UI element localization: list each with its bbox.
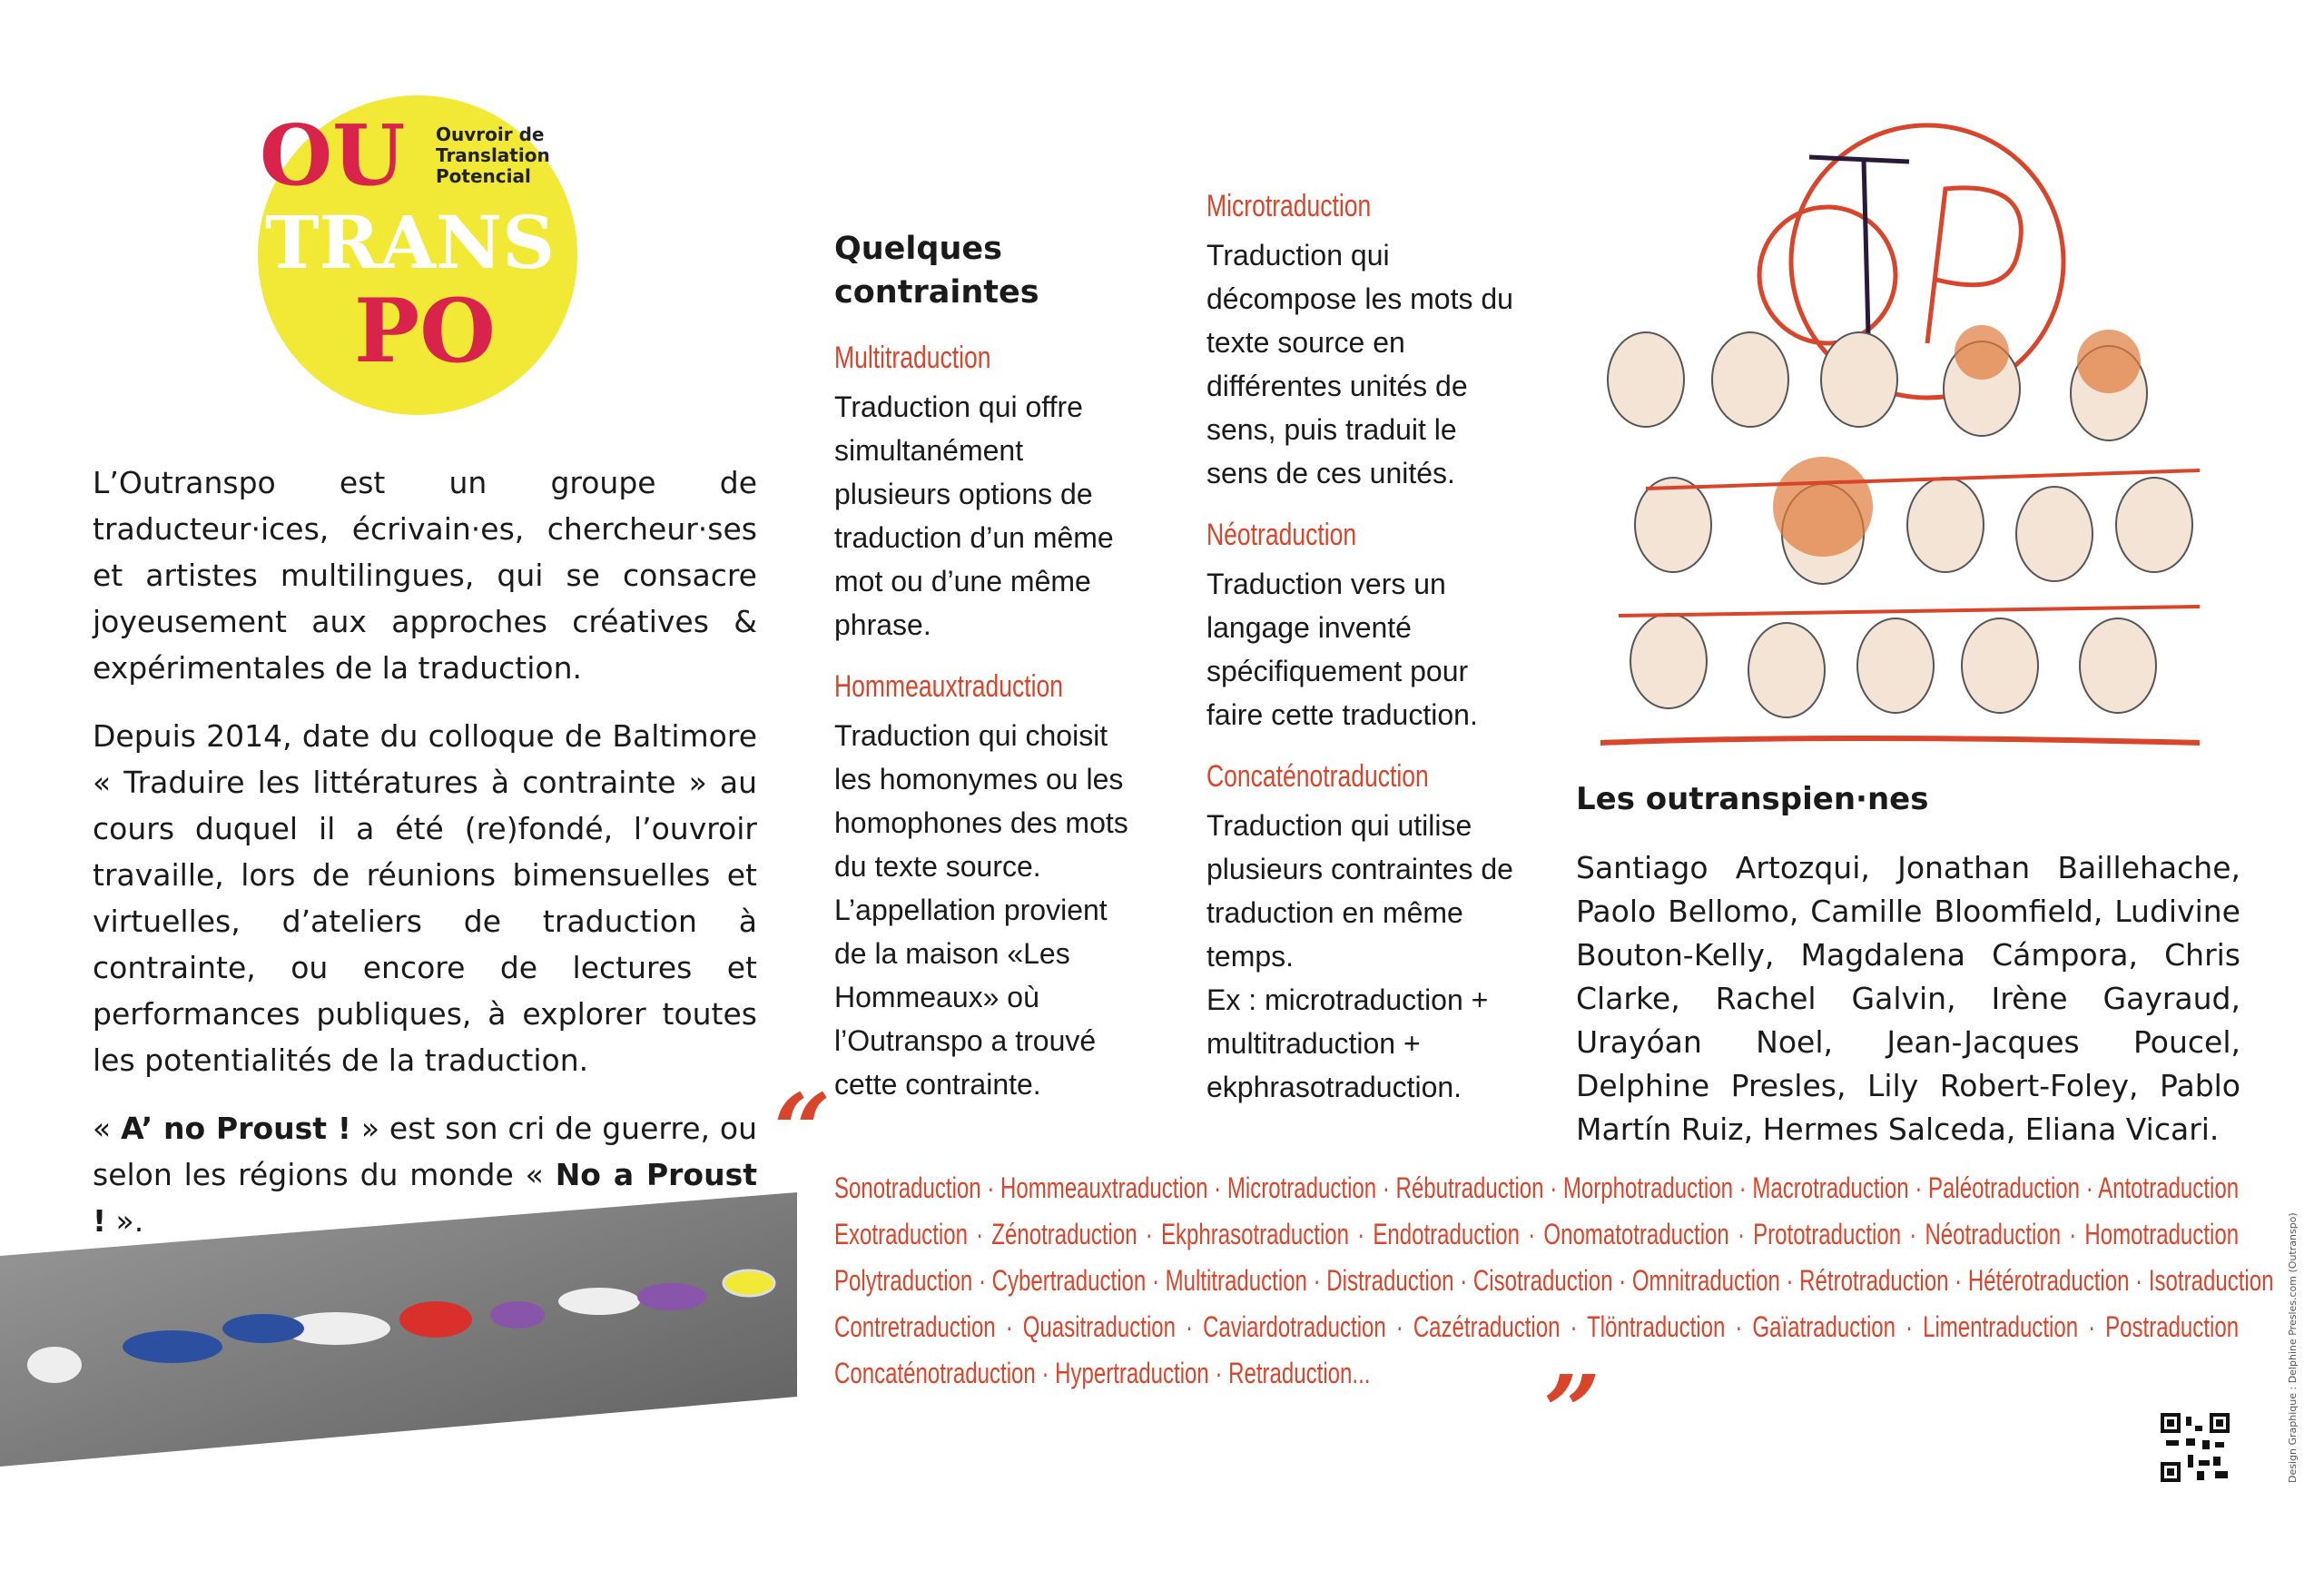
qr-code[interactable] bbox=[2161, 1413, 2230, 1482]
logo-tagline: Ouvroir de Translation Potencial bbox=[436, 124, 550, 187]
constraint-name: Néotraduction bbox=[1206, 518, 1357, 552]
otp-logo-and-portraits bbox=[1564, 107, 2209, 761]
constraint-list bbox=[834, 1170, 2274, 1401]
members-illustration bbox=[1564, 107, 2209, 761]
list-line: Sonotraduction · Hommeauxtraduction · Microtraduction · Rébutraduction · Morphotraduction · Macrotraduction · Paléotraduction · Antotraduction bbox=[834, 1171, 2240, 1204]
close-quote: ” bbox=[1543, 1353, 1601, 1470]
photo-people-lying-on-grass bbox=[0, 1192, 797, 1469]
constraint-desc: Traduction qui offre simultanément plusieurs options de traduction d’un même mot ou d’une même phrase. bbox=[834, 390, 1114, 641]
intro-paragraph-1: L’Outranspo est un groupe de traducteur·ices, écrivain·es, chercheur·ses et artistes multilingues, qui se consacre joyeusement aux approches créatives & expérimentales de la traduction. bbox=[93, 465, 757, 686]
members-names: Santiago Artozqui, Jonathan Baillehache, Paolo Bellomo, Camille Bloomfield, Ludivine Bouton-Kelly, Magdalena Cámpora, Chris Clarke, Rachel Galvin, Irène Gayraud, Urayóan Noel, Jean-Jacques Poucel, Delphine Presles, Lily Robert-Foley, Pablo Martín Ruiz, Hermes Salceda, Eliana Vicari. bbox=[1576, 850, 2240, 1147]
constraint-desc: Traduction vers un langage inventé spécifiquement pour faire cette traduction. bbox=[1206, 568, 1478, 731]
constraint-name: Hommeauxtraduction bbox=[834, 669, 1064, 704]
constraint-desc: Traduction qui décompose les mots du texte source en différentes unités de sens, puis traduit le sens de ces unités. bbox=[1206, 239, 1513, 489]
group-photo bbox=[0, 1192, 797, 1469]
constraints-title: Quelques contraintes bbox=[834, 231, 1039, 311]
constraints-column-2 bbox=[1206, 186, 1520, 1129]
constraint-desc: Traduction qui choisit les homonymes ou les homophones des mots du texte source. L’appellation provient de la maison «Les Hommeaux» où l’Outranspo a trouvé cette contrainte. bbox=[834, 719, 1128, 1101]
logo-word-ou: OU bbox=[260, 106, 406, 204]
constraint-name: Multitraduction bbox=[834, 341, 991, 375]
list-line: Exotraduction · Zénotraduction · Ekphrasotraduction · Endotraduction · Onomatotraduction · Prototraduction · Néotraduction · Homotraduction bbox=[834, 1218, 2240, 1250]
constraint-name: Microtraduction bbox=[1206, 189, 1372, 223]
design-credit: Design Graphique : Delphine Presles.com (Outranspo) bbox=[2287, 1212, 2299, 1483]
logo-word-po: PO bbox=[354, 280, 496, 382]
list-line: Polytraduction · Cybertraduction · Multitraduction · Distraduction · Cisotraduction · Omnitraduction · Rétrotraduction · Hétérotraduction · Isotraduction bbox=[834, 1264, 2274, 1297]
logo-word-trans: TRANS bbox=[265, 200, 555, 285]
constraint-name: Concaténotraduction bbox=[1206, 759, 1429, 794]
intro-paragraph-2: Depuis 2014, date du colloque de Baltimore « Traduire les littératures à contrainte » au cours duquel il a été (re)fondé, l’ouvroir travaille, lors de réunions bimensuelles et virtuelles, d’ateliers de traduction à contrainte, ou encore de lectures et performances publiques, à explorer toutes les potentialités de la traduction. bbox=[93, 718, 757, 1078]
members-title: Les outranspien·nes bbox=[1576, 781, 1929, 817]
outranspo-logo bbox=[254, 94, 581, 420]
qr-code-icon bbox=[2161, 1413, 2230, 1482]
intro-text bbox=[93, 459, 757, 1266]
open-quote: “ bbox=[773, 1072, 832, 1189]
constraint-desc: Traduction qui utilise plusieurs contraintes de traduction en même temps. bbox=[1206, 809, 1513, 973]
list-line: Concaténotraduction · Hypertraduction · Retraduction... bbox=[834, 1357, 1371, 1389]
intro-paragraph-3: « A’ no Proust ! » est son cri de guerre, ou selon les régions du monde « No a Proust ! ». bbox=[93, 1111, 757, 1239]
constraints-column-1 bbox=[834, 227, 1143, 1126]
list-line: Contretraduction · Quasitraduction · Caviardotraduction · Cazétraduction · Tlöntraduction · Gaïatraduction · Limentraduction · Postraduction bbox=[834, 1310, 2240, 1343]
constraint-example: Ex : microtraduction + multitraduction + ekphrasotraduction. bbox=[1206, 983, 1489, 1103]
